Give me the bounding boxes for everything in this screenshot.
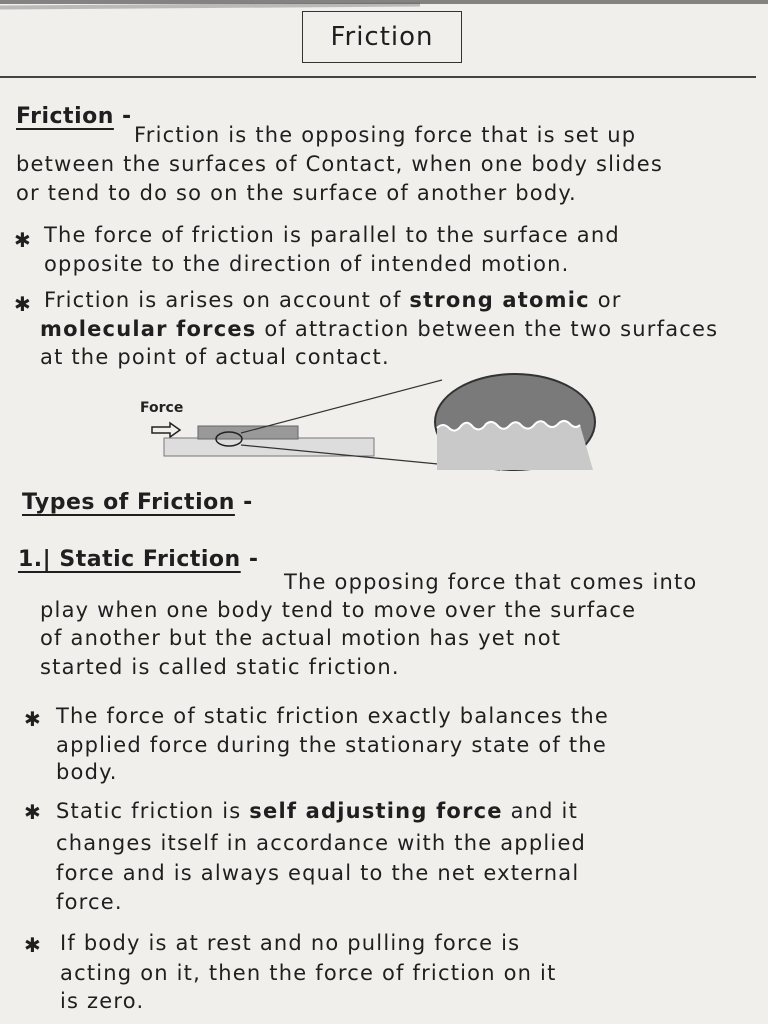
bullet-star-icon: ✱ (14, 292, 31, 316)
friction-heading: Friction - (16, 104, 132, 129)
static-b3-line-2: acting on it, then the force of friction on it (60, 961, 557, 985)
static-def-line-4: started is called static friction. (40, 655, 400, 679)
zoom-line-top (241, 380, 442, 433)
sb2-text-a: Static friction is (56, 799, 250, 823)
static-b2-line-3: force and is always equal to the net external (56, 861, 580, 885)
b2-text-a: Friction is arises on account of (44, 288, 410, 312)
b2-text-c: or (589, 288, 622, 312)
sb2-bold-self-adjusting: self adjusting force (249, 799, 503, 823)
friction-b1-line-1: The force of friction is parallel to the surface and (44, 223, 620, 247)
friction-contact-diagram (130, 370, 610, 480)
static-b3-line-1: If body is at rest and no pulling force is (60, 931, 521, 955)
static-def-line-2: play when one body tend to move over the surface (40, 598, 637, 622)
sliding-block (198, 426, 298, 439)
static-def-line-3: of another but the actual motion has yet not (40, 626, 562, 650)
bullet-star-icon: ✱ (14, 228, 31, 252)
static-b2-line-4: force. (56, 890, 123, 914)
static-heading: 1.| Static Friction - (18, 547, 259, 572)
b2-bold-strong-atomic: strong atomic (409, 288, 590, 312)
friction-def-line-2: between the surfaces of Contact, when one body slides (16, 152, 663, 176)
friction-heading-text: Friction (16, 104, 114, 129)
static-heading-text: 1.| Static Friction (18, 547, 241, 572)
bullet-star-icon: ✱ (24, 933, 41, 957)
static-b2-line-1 (56, 798, 578, 825)
title-rule (0, 76, 756, 78)
force-arrow-icon (152, 423, 180, 437)
static-b1-line-1: The force of static friction exactly balances the (56, 704, 609, 728)
page-title-text: Friction (330, 22, 434, 52)
friction-b2-line-3: at the point of actual contact. (40, 345, 390, 369)
ground-block (164, 438, 374, 456)
friction-def-line-1: Friction is the opposing force that is set up (134, 123, 637, 147)
static-b1-line-3: body. (56, 760, 118, 784)
static-b3-line-3: is zero. (60, 989, 145, 1013)
static-b1-line-2: applied force during the stationary state of the (56, 733, 607, 757)
types-heading-text: Types of Friction (22, 490, 235, 515)
friction-b1-line-2: opposite to the direction of intended motion. (44, 252, 570, 276)
static-def-line-1: The opposing force that comes into (284, 570, 698, 594)
types-heading: Types of Friction - (22, 490, 253, 515)
friction-def-line-3: or tend to do so on the surface of another body. (16, 181, 577, 205)
bullet-star-icon: ✱ (24, 800, 41, 824)
b2-bold-molecular-forces: molecular forces (40, 317, 257, 341)
force-label: Force (140, 400, 184, 416)
friction-b2-line-1 (44, 287, 622, 314)
bullet-star-icon: ✱ (24, 707, 41, 731)
sb2-text-c: and it (502, 799, 579, 823)
static-b2-line-2: changes itself in accordance with the applied (56, 831, 587, 855)
b2-text-d: of attraction between the two surfaces (256, 317, 719, 341)
friction-b2-line-2 (40, 316, 718, 343)
page-title (302, 11, 462, 63)
